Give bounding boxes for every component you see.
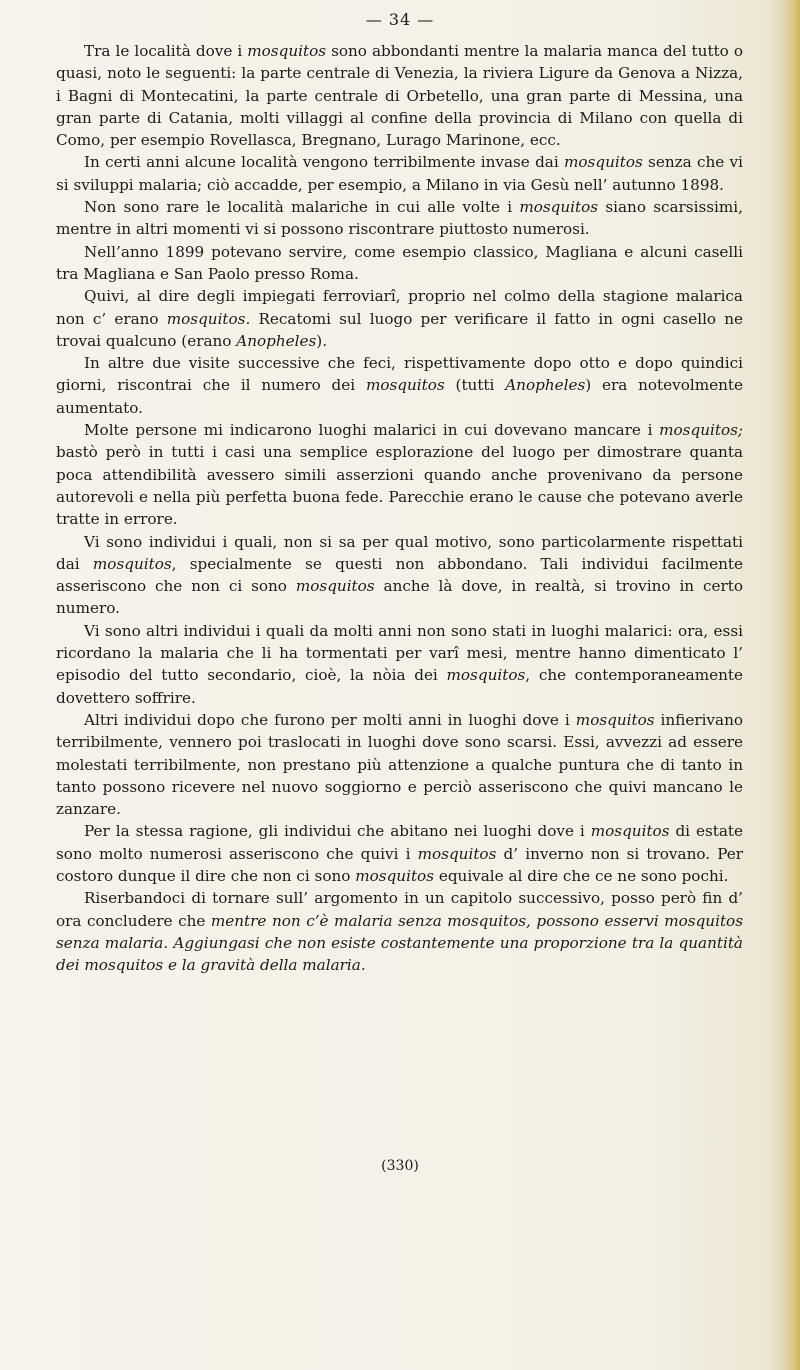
text-run: Altri individui dopo che furono per molti anni in luoghi dove i [84, 710, 576, 729]
italic-text-run: mosquitos [575, 710, 655, 729]
italic-text-run: mosquitos [247, 42, 327, 60]
italic-text-run: Anopheles [505, 376, 586, 395]
text-run: ) era notevolmente aumentato. [56, 376, 743, 417]
text-run: Per la stessa ragione, gli individui che abitano nei luoghi dove i [84, 822, 591, 841]
italic-text-run: mentre non c’è malaria senza mosquitos, possono esservi mosquitos senza malaria. Aggiungasi che non esiste costantemente una proporzione tra la quantità dei mosquitos e la gravità della malaria. [56, 911, 743, 975]
text-run: bastò però in tutti i casi una semplice esplorazione del luogo per dimostrare quanta poca attendibilità avessero simili asserzioni quando anche provenivano da persone autorevoli e nella più perfetta buona fede. Parecchie erano le cause che potevano averle tratte in errore. [56, 443, 743, 529]
text-run: Quivi, al dire degli impiegati ferroviarî, proprio nel colmo della stagione malarica non c’ erano [56, 287, 743, 328]
italic-text-run: mosquitos [295, 577, 375, 596]
italic-text-run: mosquitos [590, 822, 670, 841]
text-run: infierivano terribilmente, vennero poi traslocati in luoghi dove sono scarsi. Essi, avvezzi ad essere molestati terribilmente, non prestano più attenzione a qualche puntura che di tanto in tanto possono ricevere nel nuovo soggiorno e perciò asseriscono che quivi mancano le zanzare. [56, 710, 743, 819]
paragraph [56, 887, 743, 976]
text-run: In certi anni alcune località vengono terribilmente invase dai [84, 153, 565, 172]
paragraph [56, 820, 743, 887]
text-run: Vi sono individui i quali, non si sa per qual motivo, sono particolarmente rispettati dai [56, 532, 743, 573]
text-run: Vi sono altri individui i quali da molti anni non sono stati in luoghi malarici: ora, essi ricordano la malaria che li ha tormentati per varî mesi, mentre hanno dimenticato l’ episodio del tutto secondario, cioè, la nòia dei [56, 621, 743, 685]
text-run: Recatomi sul luogo per verificare il fatto in ogni casello ne trovai qualcuno (erano [56, 309, 743, 350]
text-run: siano scarsissimi, mentre in altri momenti vi si possono riscontrare piuttosto numerosi. [56, 198, 743, 239]
text-run: sono abbondanti mentre la malaria manca del tutto o quasi, noto le seguenti: la parte centrale di Venezia, la riviera Ligure da Genova a Nizza, i Bagni di Montecatini, la parte centrale di Orbetello, una gran parte di Messina, una gran parte di Catania, molti villaggi al confine della provincia di Milano con quella di Como, per esempio Rovellasca, Bregnano, Lurago Marinone, ecc. [56, 42, 743, 150]
text-run: (tutti [444, 376, 506, 395]
italic-text-run: mosquitos; [659, 421, 743, 440]
text-run: di estate sono molto numerosi asseriscono che quivi i [56, 822, 744, 863]
italic-text-run: mosquitos [446, 666, 526, 685]
paragraph [56, 620, 743, 709]
paragraph [56, 352, 743, 419]
text-run: Non sono rare le località malariche in cui alle volte i [84, 198, 520, 217]
text-run: d’ inverno non si trovano. Per costoro dunque il dire che non ci sono [56, 844, 743, 885]
italic-text-run: Anopheles [236, 331, 317, 350]
paragraph [56, 151, 743, 196]
text-run: Riserbandoci di tornare sull’ argomento in un capitolo successivo, posso però fin d’ ora concludere che [56, 889, 743, 930]
text-run: senza che vi si sviluppi malaria; ciò accadde, per esempio, a Milano in via Gesù nell’ autunno 1898. [56, 153, 743, 194]
italic-text-run: mosquitos [417, 844, 497, 863]
italic-text-run: mosquitos [92, 554, 172, 573]
folio-number: (330) [381, 1158, 419, 1174]
italic-text-run: mosquitos. [166, 309, 251, 328]
text-run: Molte persone mi indicarono luoghi malarici in cui dovevano mancare i [84, 421, 660, 440]
text-run: , che contemporaneamente dovettero soffrire. [56, 666, 743, 707]
paragraph [56, 241, 743, 286]
italic-text-run: mosquitos [519, 198, 599, 217]
paragraph [56, 40, 743, 151]
text-run: equivale al dire che ce ne sono pochi. [434, 866, 729, 885]
paragraph [56, 709, 743, 820]
paragraph [56, 196, 743, 241]
text-run: ). [316, 331, 328, 350]
italic-text-run: mosquitos [365, 376, 445, 395]
page-number: — 34 — [365, 10, 435, 29]
text-run: In altre due visite successive che feci, rispettivamente dopo otto e dopo quindici giorni, riscontrai che il numero dei [56, 354, 743, 395]
paragraph [56, 419, 743, 530]
paragraph [56, 285, 743, 352]
body-text [56, 40, 743, 976]
text-run: anche là dove, in realtà, si trovino in certo numero. [56, 577, 743, 618]
italic-text-run: mosquitos [355, 866, 434, 885]
paragraph [56, 531, 743, 620]
text-run: Tra le località dove i [84, 42, 248, 60]
italic-text-run: mosquitos [564, 153, 643, 172]
text-run: Nell’anno 1899 potevano servire, come esempio classico, Magliana e alcuni caselli tra Magliana e San Paolo presso Roma. [56, 242, 743, 283]
text-run: , specialmente se questi non abbondano. Tali individui facilmente asseriscono che non ci sono [56, 554, 743, 596]
